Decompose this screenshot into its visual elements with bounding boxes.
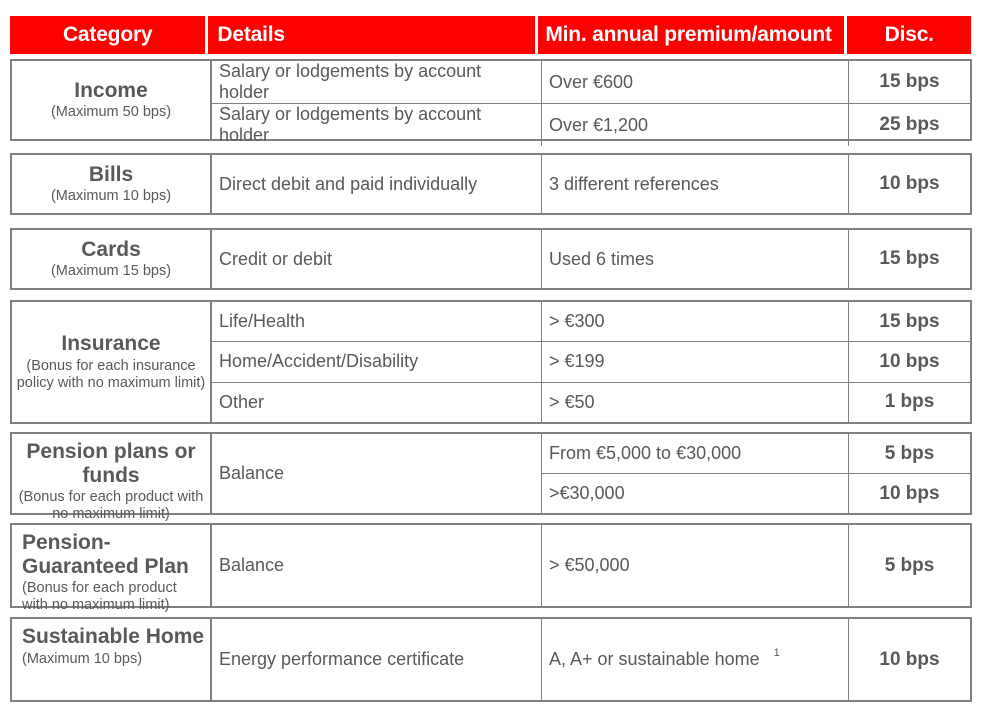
rows-group xyxy=(542,434,970,513)
table-block-pension-guaranteed xyxy=(10,523,972,613)
minimum-cell: > €50,000 xyxy=(542,525,849,606)
category-title: Sustainable Home xyxy=(22,625,205,648)
rows-group xyxy=(212,230,970,288)
category-subtitle: (Bonus for each insurance policy with no maximum limit) xyxy=(16,357,206,391)
table-row xyxy=(212,104,970,146)
details-cell: Direct debit and paid individually xyxy=(212,155,542,213)
header-cell-category: Category xyxy=(10,16,205,54)
discount-cell: 15 bps xyxy=(879,71,940,92)
table-row xyxy=(212,155,970,213)
table-block-pension-plans xyxy=(10,432,972,522)
rows-group xyxy=(212,302,970,422)
rows-group xyxy=(212,61,970,145)
category-title: Income xyxy=(74,78,148,102)
table-row xyxy=(212,302,970,342)
category-title: Cards xyxy=(81,237,141,261)
table-row xyxy=(212,619,970,700)
header-cell-details: Details xyxy=(208,16,535,54)
table-row xyxy=(542,525,970,606)
discount-cell: 5 bps xyxy=(884,554,935,576)
discount-cell: 1 bps xyxy=(884,391,935,413)
table-block-bills xyxy=(10,153,972,215)
category-title: Insurance xyxy=(61,332,161,356)
details-cell: Salary or lodgements by account holder xyxy=(212,104,542,146)
discount-cell: 15 bps xyxy=(879,248,940,269)
minimum-cell: > €300 xyxy=(542,302,849,341)
footnote-marker: 1 xyxy=(773,646,780,659)
category-subtitle: (Bonus for each product with no maximum limit) xyxy=(22,580,177,613)
category-title: Bills xyxy=(88,162,134,186)
minimum-cell xyxy=(542,619,849,700)
header-cell-minimum: Min. annual premium/amount xyxy=(538,16,844,54)
table-block-insurance xyxy=(10,300,972,424)
category-cell-pension-plans xyxy=(12,434,212,522)
table-header-row xyxy=(10,16,971,54)
table-row xyxy=(212,383,970,422)
rows-group xyxy=(212,619,970,700)
category-subtitle: (Maximum 50 bps) xyxy=(50,104,172,121)
category-cell-bills xyxy=(12,155,212,213)
table-row xyxy=(542,434,970,474)
category-subtitle: (Maximum 15 bps) xyxy=(50,263,172,280)
discount-cell: 10 bps xyxy=(879,173,940,194)
table-block-income xyxy=(10,59,972,145)
table-row xyxy=(542,474,970,513)
discount-cell: 15 bps xyxy=(879,310,940,332)
category-subtitle: (Bonus for each product with no maximum limit) xyxy=(18,489,204,522)
minimum-cell: >€30,000 xyxy=(542,474,849,513)
header-cell-discount: Disc. xyxy=(847,16,971,54)
minimum-cell: Over €1,200 xyxy=(542,104,849,146)
minimum-cell: > €199 xyxy=(542,342,849,381)
category-subtitle: (Maximum 10 bps) xyxy=(22,650,143,667)
discount-cell: 25 bps xyxy=(879,114,940,135)
details-cell: Other xyxy=(212,383,542,422)
table-block-sustainable-home xyxy=(10,617,972,702)
category-title: Pension plans or funds xyxy=(26,440,196,487)
details-cell: Salary or lodgements by account holder xyxy=(212,61,542,103)
details-cell: Energy performance certificate xyxy=(212,619,542,700)
discount-cell: 10 bps xyxy=(879,350,940,372)
rows-group xyxy=(542,525,970,606)
minimum-text: A, A+ or sustainable home xyxy=(549,649,760,669)
category-cell-sustainable-home xyxy=(12,619,212,700)
category-cell-insurance xyxy=(12,302,212,422)
table-row xyxy=(212,61,970,104)
details-cell: Credit or debit xyxy=(212,230,542,288)
table-row xyxy=(212,342,970,382)
details-cell: Home/Accident/Disability xyxy=(212,342,542,381)
rows-group xyxy=(212,155,970,213)
minimum-cell: Used 6 times xyxy=(542,230,849,288)
minimum-cell: From €5,000 to €30,000 xyxy=(542,434,849,473)
table-block-cards xyxy=(10,228,972,290)
discount-cell: 10 bps xyxy=(879,648,940,670)
category-subtitle: (Maximum 10 bps) xyxy=(50,188,172,205)
discount-cell: 10 bps xyxy=(879,482,940,504)
category-cell-cards xyxy=(12,230,212,288)
minimum-cell: > €50 xyxy=(542,383,849,422)
minimum-cell: Over €600 xyxy=(542,61,849,103)
details-cell-merged: Balance xyxy=(212,525,542,606)
category-title: Pension-Guaranteed Plan xyxy=(22,531,189,578)
discount-cell: 5 bps xyxy=(884,442,935,464)
details-cell: Life/Health xyxy=(212,302,542,341)
category-cell-income xyxy=(12,61,212,139)
category-cell-pension-guaranteed xyxy=(12,525,212,613)
minimum-cell: 3 different references xyxy=(542,155,849,213)
table-row xyxy=(212,230,970,288)
details-cell-merged: Balance xyxy=(212,434,542,513)
